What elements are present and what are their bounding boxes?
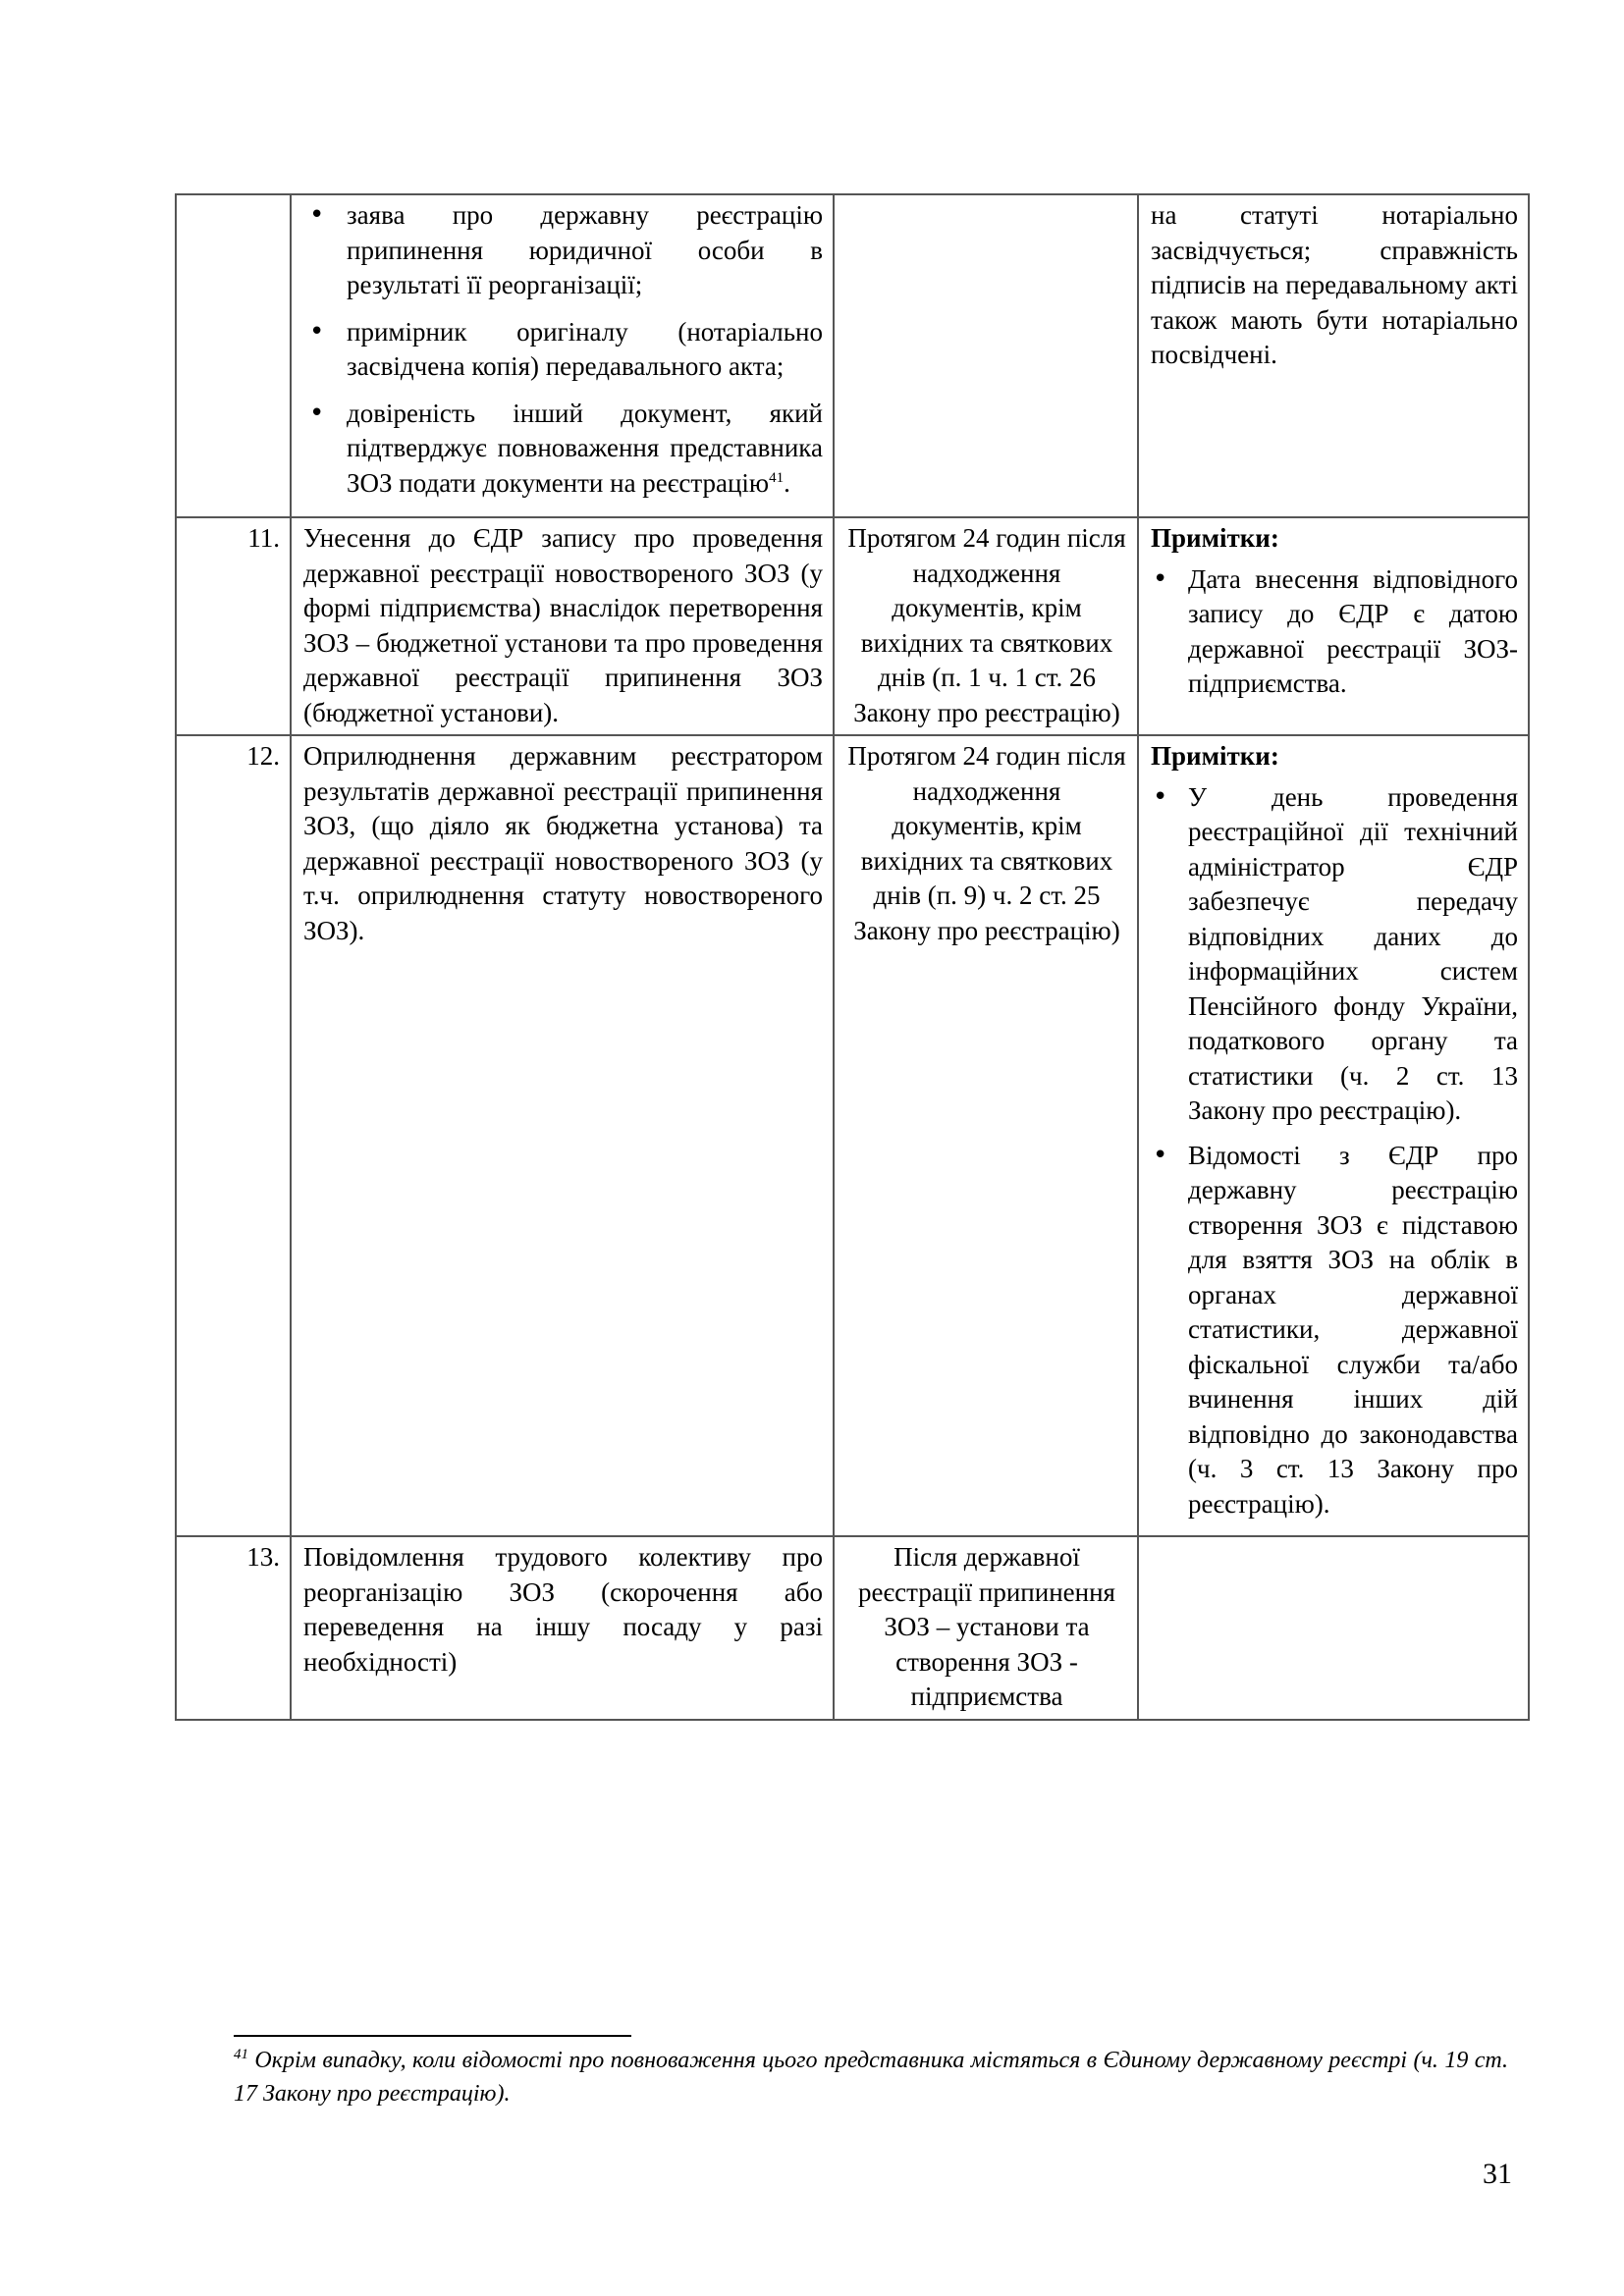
list-item: • Дата внесення відповідного запису до ЄДР є датою державної реєстрації ЗОЗ-підприємства. [1151,562,1518,702]
notes-cell [1138,517,1529,735]
row-number: 13. [176,1536,291,1720]
table-row [176,1536,1529,1720]
footnote-number: 41 [234,2047,248,2062]
list-item: • примірник оригіналу (нотаріально засвідчена копія) передавального акта; [303,315,823,385]
list-item-text: довіреність інший документ, який підтверджує повноваження представника ЗОЗ подати документи на реєстрацію [347,398,823,498]
list-item-suffix: . [784,467,790,498]
list-item: • У день проведення реєстраційної дії технічний адміністратор ЄДР забезпечує передачу відповідних даних до інформаційних систем Пенсійного фонду України, податкового органу та статистики (ч. 2 ст. 13 Закону про реєстрацію). [1151,780,1518,1129]
table-row [176,735,1529,1536]
term-cell: Протягом 24 годин після надходження документів, крім вихідних та святкових днів (п. 1 ч. 1 ст. 26 Закону про реєстрацію) [834,517,1138,735]
notes-cell [1138,1536,1529,1720]
action-cell: Унесення до ЄДР запису про проведення державної реєстрації новоствореного ЗОЗ (у формі підприємства) внаслідок перетворення ЗОЗ – бюджетної установи та про проведення державної реєстрації припинення ЗОЗ (бюджетної установи). [291,517,834,735]
list-item: • заява про державну реєстрацію припинення юридичної особи в результаті її реорганізації; [303,198,823,303]
notes-list [1151,780,1518,1522]
row-number: 11. [176,517,291,735]
term-cell: Після державної реєстрації припинення ЗОЗ – установи та створення ЗОЗ - підприємства [834,1536,1138,1720]
row-number-cell [176,194,291,517]
notes-heading: Примітки: [1151,741,1279,771]
notes-heading: Примітки: [1151,523,1279,553]
documents-cell [291,194,834,517]
table-row-continuation [176,194,1529,517]
term-cell [834,194,1138,517]
list-item [303,397,823,502]
footnote-text: Окрім випадку, коли відомості про повноваження цього представника містяться в Єдиному державному реєстрі (ч. 19 ст. 17 Закону про реєстрацію). [234,2048,1508,2107]
list-item: • Відомості з ЄДР про державну реєстрацію створення ЗОЗ є підставою для взяття ЗОЗ на облік в органах державної статистики, державної фіскальної служби та/або вчинення інших дій відповідно до законодавства (ч. 3 ст. 13 Закону про реєстрацію). [1151,1139,1518,1522]
term-cell: Протягом 24 годин після надходження документів, крім вихідних та святкових днів (п. 9) ч. 2 ст. 25 Закону про реєстрацію) [834,735,1138,1536]
notes-list [1151,562,1518,702]
procedure-table [175,193,1530,1721]
action-cell: Оприлюднення державним реєстратором результатів державної реєстрації припинення ЗОЗ, (що діяло як бюджетна установа) та державної реєстрації новоствореного ЗОЗ (у т.ч. оприлюднення статуту новоствореного ЗОЗ). [291,735,834,1536]
table-row [176,517,1529,735]
footnote [234,2044,1508,2110]
notes-cell [1138,735,1529,1536]
footnote-divider [234,2035,631,2037]
note-cell: на статуті нотаріально засвідчується; справжність підписів на передавальному акті також мають бути нотаріально посвідчені. [1138,194,1529,517]
page-number: 31 [1483,2158,1512,2190]
action-cell: Повідомлення трудового колективу про реорганізацію ЗОЗ (скорочення або переведення на іншу посаду у разі необхідності) [291,1536,834,1720]
documents-list [303,198,823,501]
footnote-reference[interactable]: 41 [769,469,785,486]
row-number: 12. [176,735,291,1536]
